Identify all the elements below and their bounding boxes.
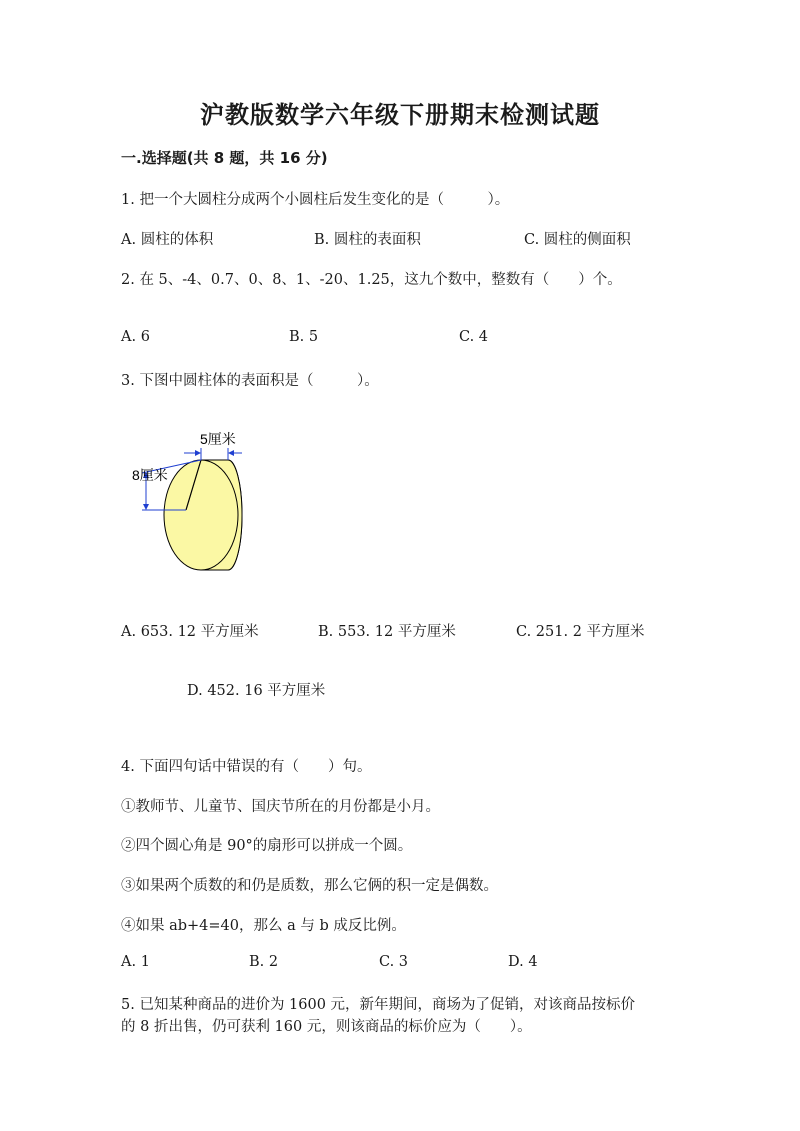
question-1-option-a: A. 圆柱的体积 [121,232,214,248]
question-1-stem: 1. 把一个大圆柱分成两个小圆柱后发生变化的是（ ）。 [121,192,510,208]
question-4-option-b: B. 2 [249,954,279,970]
page-title: 沪教版数学六年级下册期末检测试题 [200,101,600,129]
question-4-statement-2: ②四个圆心角是 90°的扇形可以拼成一个圆。 [121,838,413,854]
cylinder-figure [118,428,258,578]
question-4-statement-3: ③如果两个质数的和仍是质数，那么它俩的积一定是偶数。 [121,878,498,894]
section-heading-multiple-choice: 一.选择题(共 8 题，共 16 分) [121,149,328,167]
radius-label: 8厘米 [132,467,168,483]
question-2-option-b: B. 5 [289,329,319,345]
question-1-option-c: C. 圆柱的侧面积 [524,232,631,248]
question-2-option-a: A. 6 [121,329,150,345]
question-2-option-c: C. 4 [459,329,489,345]
question-4-option-a: A. 1 [121,954,150,970]
question-4-statement-4: ④如果 ab+4=40，那么 a 与 b 成反比例。 [121,918,406,934]
question-3-option-d: D. 452. 16 平方厘米 [187,683,326,699]
question-5-stem-line-1: 5. 已知某种商品的进价为 1600 元，新年期间，商场为了促销，对该商品按标价 [121,997,636,1013]
question-5-stem-line-2: 的 8 折出售，仍可获利 160 元，则该商品的标价应为（ ）。 [121,1019,532,1035]
question-2-stem: 2. 在 5、-4、0.7、0、8、1、-20、1.25，这九个数中，整数有（ ）个。 [121,272,622,288]
width-label: 5厘米 [200,431,236,447]
question-4-option-d: D. 4 [508,954,538,970]
question-4-option-c: C. 3 [379,954,409,970]
question-3-option-b: B. 553. 12 平方厘米 [318,624,456,640]
question-3-option-c: C. 251. 2 平方厘米 [516,624,645,640]
question-4-statement-1: ①教师节、儿童节、国庆节所在的月份都是小月。 [121,799,440,815]
question-3-option-a: A. 653. 12 平方厘米 [121,624,259,640]
question-3-stem: 3. 下图中圆柱体的表面积是（ ）。 [121,373,379,389]
cylinder-front-face [164,460,238,570]
question-1-option-b: B. 圆柱的表面积 [314,232,421,248]
question-4-stem: 4. 下面四句话中错误的有（ ）句。 [121,759,372,775]
